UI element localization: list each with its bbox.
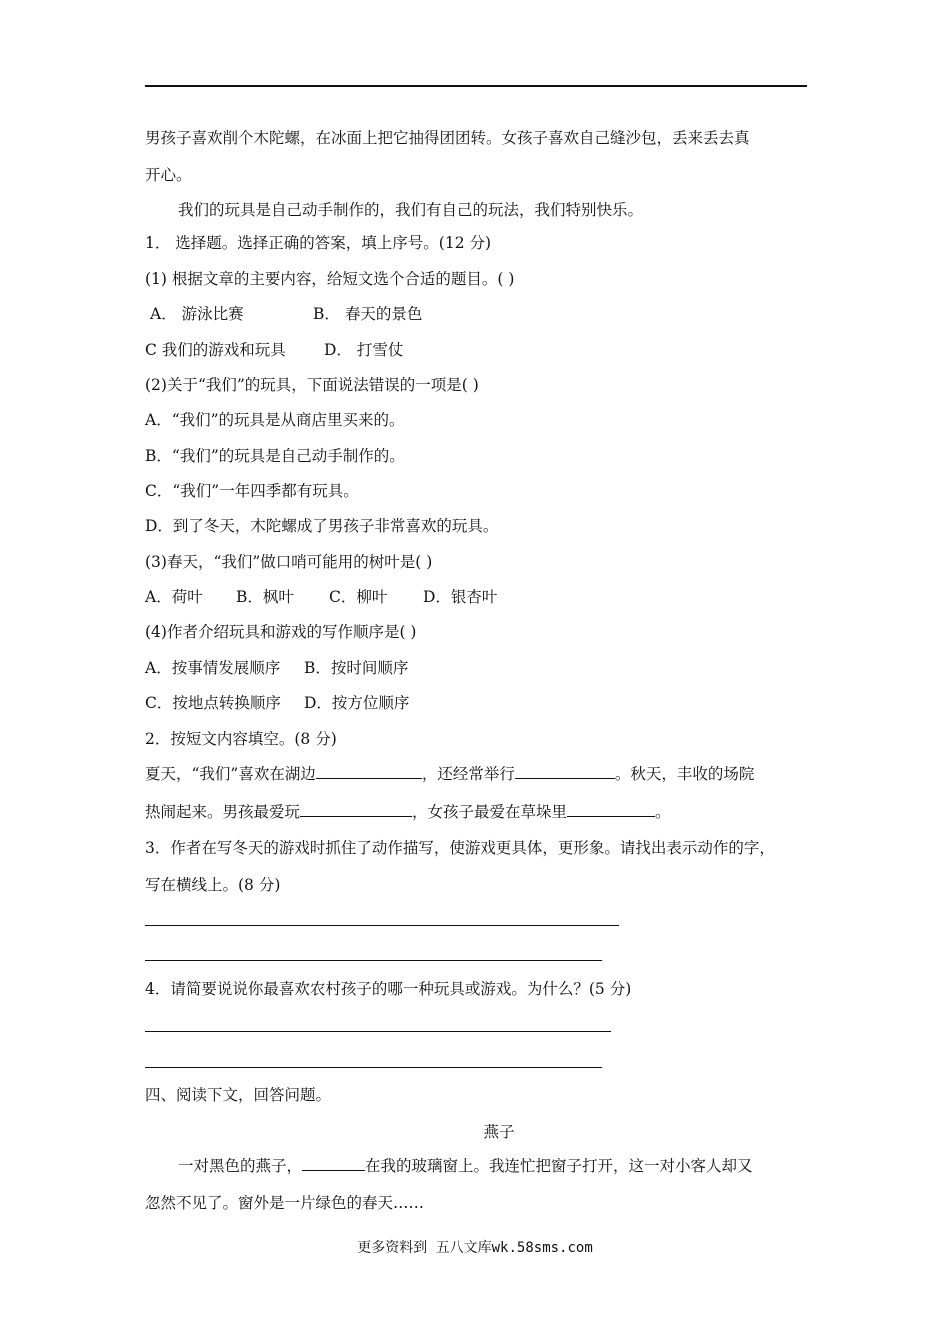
- q2-line1-text-c: 。秋天，丰收的场院: [614, 765, 755, 783]
- q4-answer-line-2[interactable]: [145, 1067, 602, 1068]
- q2-line2-text-b: ，女孩子最爱在草垛里: [412, 803, 568, 821]
- q2-blank-4[interactable]: [567, 802, 655, 817]
- q3-answer-line-1[interactable]: [145, 925, 619, 926]
- q2-line1-text-b: ，还经常举行: [421, 765, 515, 783]
- q1-sub2-option-d: D．到了冬天，木陀螺成了男孩子非常喜欢的玩具。: [145, 517, 499, 535]
- q1-sub4: (4)作者介绍玩具和游戏的写作顺序是( ): [145, 623, 417, 641]
- q1-sub3-option-d: D．银杏叶: [423, 588, 498, 606]
- q1-sub1-option-b: B． 春天的景色: [313, 305, 423, 323]
- q4-stem: 4．请简要说说你最喜欢农村孩子的哪一种玩具或游戏。为什么？(5 分): [145, 980, 632, 998]
- q1-sub3: (3)春天，“我们”做口哨可能用的树叶是( ): [145, 553, 433, 571]
- q2-line2-text-a: 热闹起来。男孩最爱玩: [145, 803, 301, 821]
- q1-sub1: (1) 根据文章的主要内容，给短文选个合适的题目。( ): [145, 270, 515, 288]
- q1-sub3-option-a: A．荷叶: [145, 588, 203, 606]
- q2-blank-1[interactable]: [316, 764, 422, 779]
- q2-stem: 2．按短文内容填空。(8 分): [145, 730, 337, 748]
- q3-stem-line1: 3．作者在写冬天的游戏时抓住了动作描写，使游戏更具体，更形象。请找出表示动作的字，: [145, 839, 775, 857]
- q1-sub3-option-c: C．柳叶: [329, 588, 388, 606]
- q1-sub2-option-a: A．“我们”的玩具是从商店里买来的。: [145, 411, 405, 429]
- section4-line1-text-a: 一对黑色的燕子，: [178, 1157, 303, 1175]
- q1-sub4-option-c: C．按地点转换顺序: [145, 694, 281, 712]
- section4-heading: 四、阅读下文，回答问题。: [145, 1086, 332, 1104]
- q1-sub1-option-c: C 我们的游戏和玩具: [145, 341, 286, 359]
- q1-sub1-option-a: A． 游泳比赛: [150, 305, 244, 323]
- q1-sub1-option-d: D． 打雪仗: [324, 341, 404, 359]
- q2-line1-text-a: 夏天，“我们”喜欢在湖边: [145, 765, 316, 783]
- q2-blank-2[interactable]: [515, 764, 615, 779]
- q1-sub2-option-b: B．“我们”的玩具是自己动手制作的。: [145, 447, 405, 465]
- q4-answer-line-1[interactable]: [145, 1031, 611, 1032]
- passage-para1-line2: 开心。: [145, 166, 192, 184]
- q1-sub2-option-c: C．“我们”一年四季都有玩具。: [145, 482, 359, 500]
- q1-stem: 1． 选择题。选择正确的答案，填上序号。(12 分): [145, 234, 492, 252]
- q1-sub4-option-d: D．按方位顺序: [304, 694, 410, 712]
- q2-line1: [145, 764, 754, 784]
- q2-blank-3[interactable]: [300, 802, 412, 817]
- passage-para2: 我们的玩具是自己动手制作的，我们有自己的玩法，我们特别快乐。: [178, 201, 644, 219]
- q1-sub3-option-b: B．枫叶: [236, 588, 294, 606]
- section4-line1: [178, 1156, 753, 1176]
- q3-stem-line2: 写在横线上。(8 分): [145, 876, 281, 894]
- q1-sub4-option-b: B．按时间顺序: [304, 659, 409, 677]
- passage-title: 燕子: [483, 1123, 515, 1141]
- q2-line2-text-c: 。: [655, 803, 671, 821]
- q2-line2: [145, 802, 671, 822]
- footer-text: 更多资料到 五八文库wk.58sms.com: [357, 1240, 593, 1256]
- q1-sub2: (2)关于“我们”的玩具，下面说法错误的一项是( ): [145, 376, 479, 394]
- q3-answer-line-2[interactable]: [145, 960, 602, 961]
- section4-line1-text-b: 在我的玻璃窗上。我连忙把窗子打开，这一对小客人却又: [365, 1157, 753, 1175]
- passage-para1-line1: 男孩子喜欢削个木陀螺，在冰面上把它抽得团团转。女孩子喜欢自己缝沙包，丢来丢去真: [145, 129, 750, 147]
- q1-sub4-option-a: A．按事情发展顺序: [145, 659, 281, 677]
- section4-line2: 忽然不见了。窗外是一片绿色的春天……: [145, 1194, 425, 1212]
- section4-blank[interactable]: [302, 1156, 365, 1171]
- header-rule: [145, 85, 807, 87]
